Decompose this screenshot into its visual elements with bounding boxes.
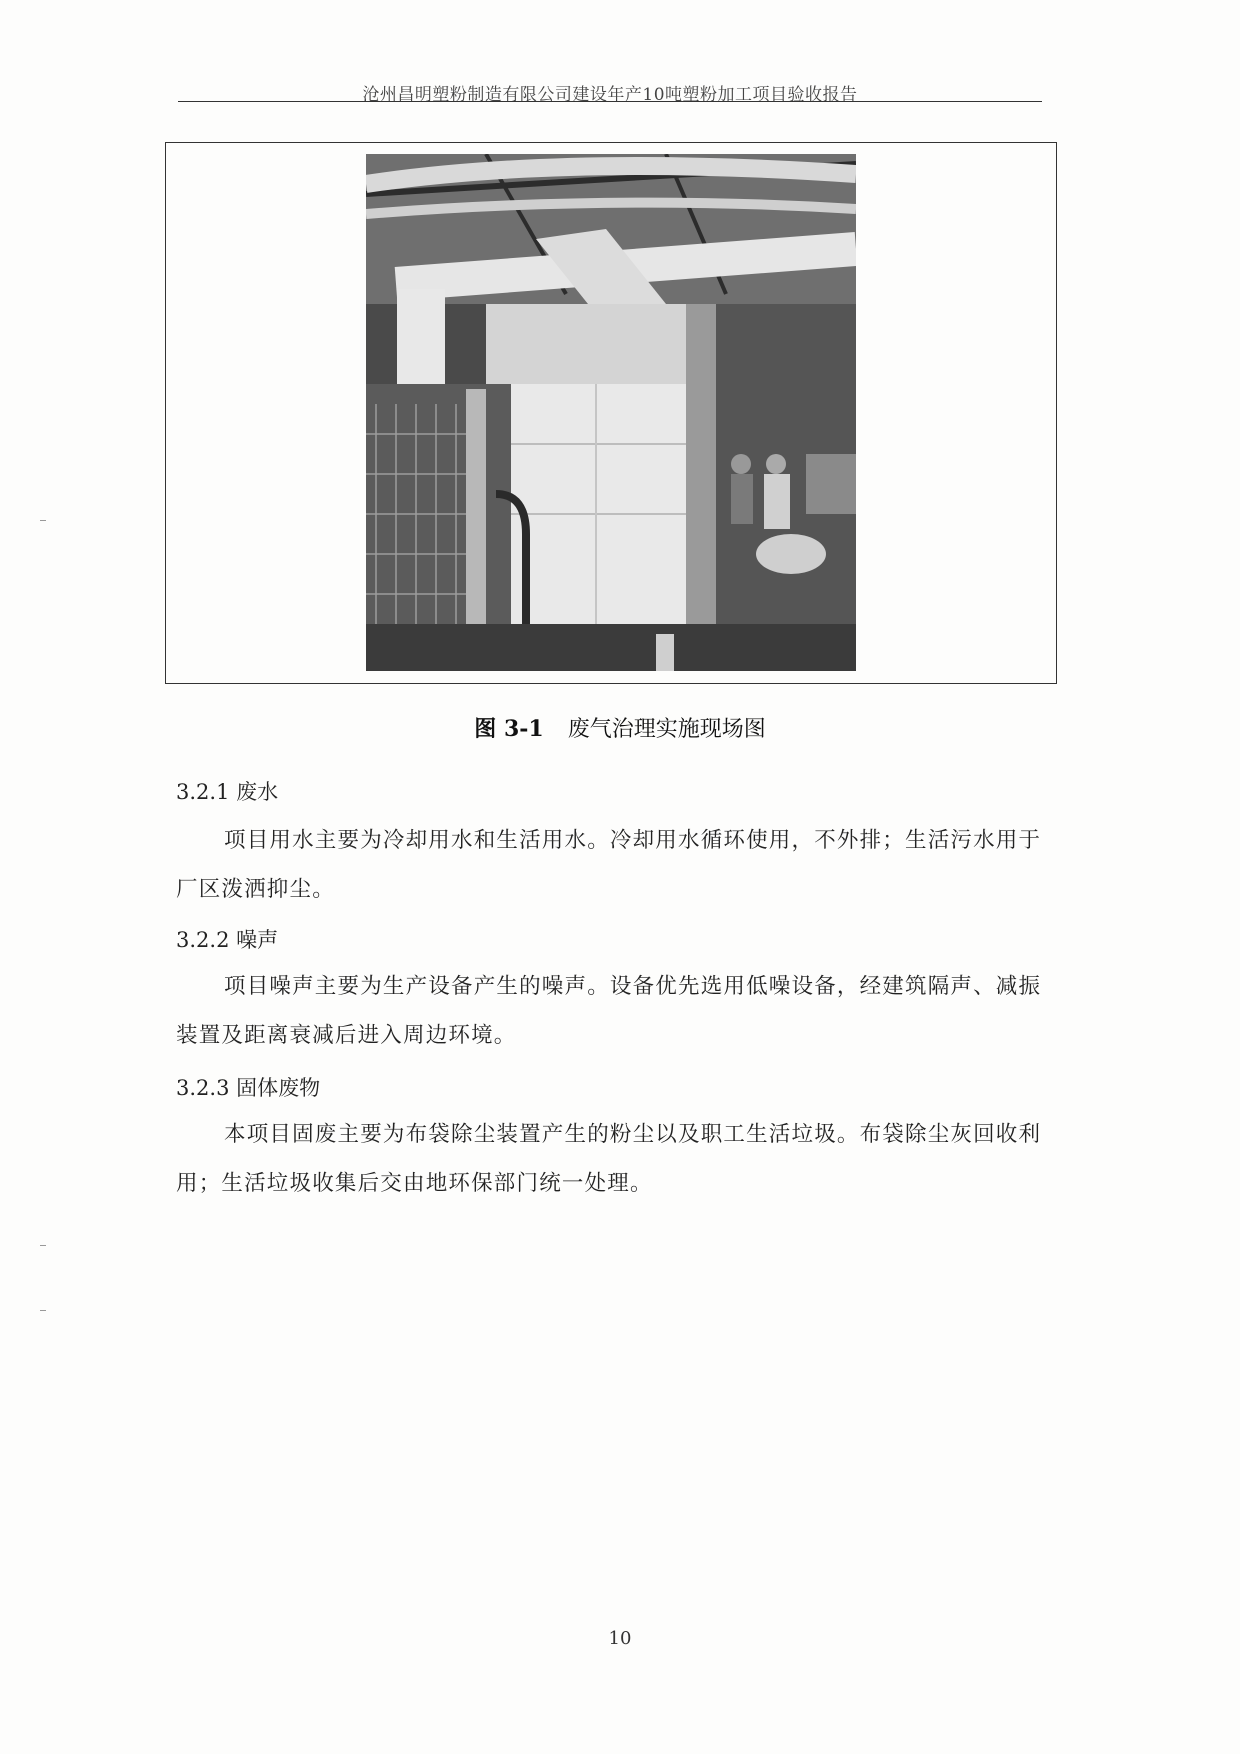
- page-number: 10: [608, 1628, 632, 1649]
- scan-artifact: [40, 520, 46, 521]
- section-paragraph-solid-waste: 本项目固废主要为布袋除尘装置产生的粉尘以及职工生活垃圾。布袋除尘灰回收利用；生活垃圾收集后交由地环保部门统一处理。: [176, 1122, 1042, 1196]
- figure-frame: [165, 142, 1057, 684]
- header-rule: [178, 101, 1042, 102]
- scan-artifact: [40, 1245, 46, 1246]
- figure-caption: [0, 712, 1240, 743]
- dust-collector-photo-illustration: [366, 154, 856, 671]
- section-paragraph-wastewater: 项目用水主要为冷却用水和生活用水。冷却用水循环使用，不外排；生活污水用于厂区泼洒抑尘。: [176, 828, 1042, 902]
- section-heading-noise: 3.2.2 噪声: [176, 928, 279, 952]
- section-paragraph-noise: 项目噪声主要为生产设备产生的噪声。设备优先选用低噪设备，经建筑隔声、减振装置及距离衰减后进入周边环境。: [176, 974, 1042, 1048]
- figure-number: 图 3-1: [474, 716, 544, 742]
- section-heading-solid-waste: 3.2.3 固体废物: [176, 1076, 321, 1100]
- running-header: 沧州昌明塑粉制造有限公司建设年产10吨塑粉加工项目验收报告: [362, 85, 858, 105]
- section-heading-wastewater: 3.2.1 废水: [176, 780, 279, 804]
- scan-artifact: [40, 1310, 46, 1311]
- equipment-photo: [366, 154, 856, 671]
- figure-caption-text: 废气治理实施现场图: [567, 717, 766, 742]
